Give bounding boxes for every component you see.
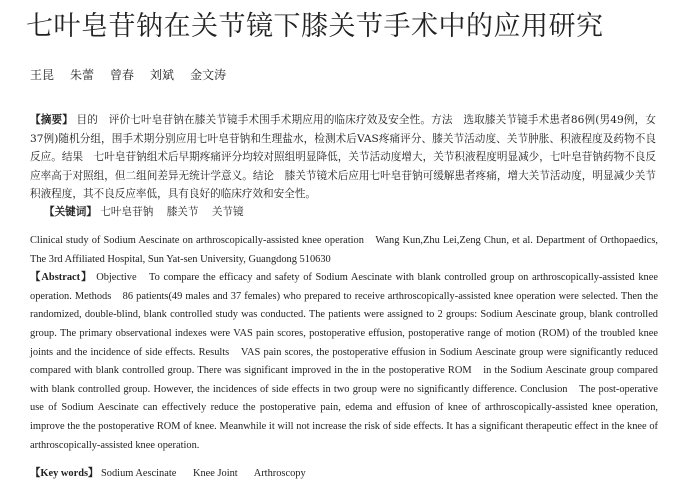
- keyword: Arthroscopy: [253, 468, 306, 479]
- keyword: 七叶皂苷钠: [100, 206, 154, 218]
- author-name: 曾春: [110, 68, 135, 82]
- chinese-keywords-label: 【关键词】: [44, 206, 97, 218]
- english-citation: Clinical study of Sodium Aescinate on arthroscopically-assisted knee operation Wang Kun,Zhu Lei,Zeng Chun, et al. Department of Orthopaedics, The 3rd Affiliated Hospital, Sun Yat-sen University, Guangdong 510630: [30, 235, 658, 265]
- chinese-abstract: [30, 111, 656, 204]
- chinese-abstract-text: 目的 评价七叶皂苷钠在膝关节镜手术围手术期应用的临床疗效及安全性。方法 选取膝关节镜手术患者86例(男49例，女37例)随机分组，围手术期分别应用七叶皂苷钠和生理盐水，检测术后VAS疼痛评分、膝关节活动度、关节肿胀、积液程度及药物不良反应。结果 七叶皂苷钠组术后早期疼痛评分均较对照组明显降低，关节活动度增大，关节积液程度明显减少，七叶皂苷钠药物不良反应率高于对照组，但二组间差异无统计学意义。结论 膝关节镜术后应用七叶皂苷钠可缓解患者疼痛，增大关节活动度，明显减少关节积液程度，其不良反应率低，具有良好的临床疗效和安全性。: [30, 114, 657, 201]
- author-name: 王昆: [30, 68, 55, 82]
- author-list: [30, 67, 226, 83]
- keyword: 关节镜: [211, 206, 244, 218]
- author-name: 刘斌: [150, 68, 175, 82]
- paper-title: 七叶皂苷钠在关节镜下膝关节手术中的应用研究: [26, 11, 604, 42]
- keyword: Sodium Aescinate: [101, 468, 177, 479]
- keyword: Knee Joint: [192, 468, 238, 479]
- english-abstract: [30, 232, 658, 455]
- english-keywords: [30, 466, 630, 482]
- english-abstract-label: 【Abstract】: [30, 272, 93, 284]
- english-keywords-label: 【Key words】: [30, 468, 99, 479]
- english-abstract-text: Objective To compare the efficacy and safety of Sodium Aescinate with blank controlled group on arthroscopically-assisted knee operation. Methods 86 patients(49 males and 37 females) who prepared to receive arthroscopically-assisted knee operation were selected. Then the randomized, double-blind, blank controlled study was conducted. The patients were assigned to 2 groups: Sodium Aescinate group, blank controlled group. The primary observational indexes were VAS pain scores, postoperative effusion, postoperative range of motion (ROM) of the troubled knee joints and the incidence of side effects. Results VAS pain scores, the postoperative effusion in Sodium Aescinate group were significantly reduced compared with blank controlled group. There was significant improved in the in the postoperative ROM in the Sodium Aescinate group compared with blank controlled group. However, the incidences of side effects in two group were no significantly difference. Conclusion The post-operative use of Sodium Aescinate can effectively reduce the postoperative pain, edema and effusion of knee of arthroscopically-assisted knee operation, improve the the postoperative ROM of knee. Meanwhile it will not increase the risk of side effects. It has a significant therapeutic effect in the knee of arthroscopically-assisted knee operation.: [30, 272, 658, 451]
- chinese-keywords: [44, 204, 644, 220]
- author-name: 金文涛: [190, 68, 227, 82]
- author-name: 朱蕾: [70, 68, 95, 82]
- chinese-abstract-label: 【摘要】: [30, 114, 73, 126]
- keyword: 膝关节: [166, 206, 199, 218]
